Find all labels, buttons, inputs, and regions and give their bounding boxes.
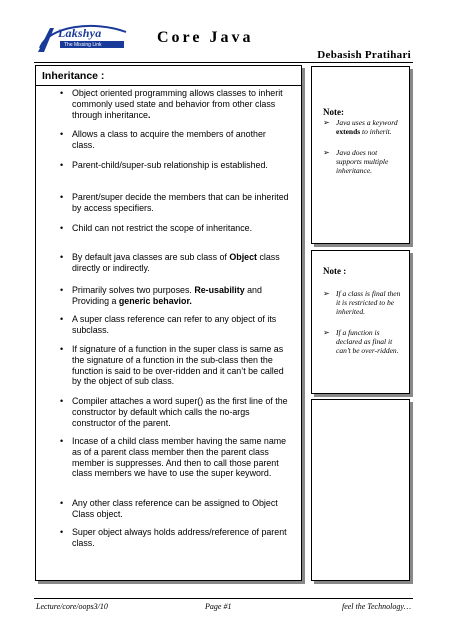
- bullet-bold-text: Object: [229, 252, 257, 262]
- note-item: [336, 148, 402, 176]
- bullet-text: Any other class reference can be assigned to Object Class object.: [72, 498, 278, 519]
- bullet-item: [72, 223, 290, 234]
- bullet-text: Child can not restrict the scope of inheritance.: [72, 223, 253, 233]
- bullet-text: Compiler attaches a word super() as the first line of the constructor by default which calls the no-args constructor of the parent.: [72, 396, 288, 428]
- bullet-item: [72, 252, 290, 274]
- section-heading: Inheritance :: [42, 70, 105, 82]
- note-box-2: [311, 250, 410, 394]
- bullet-text: By default java classes are sub class of: [72, 252, 230, 262]
- bullet-text: class directly or indirectly.: [72, 252, 280, 273]
- bullet-item: [72, 436, 290, 479]
- logo-text: Lakshya: [58, 26, 102, 40]
- note-item: [336, 289, 402, 317]
- bullet-text: Parent/super decide the members that can be inherited by access specifiers.: [72, 192, 289, 213]
- bullet-text: Primarily solves two purposes.: [72, 285, 195, 295]
- bullet-list: [36, 66, 301, 580]
- note-text: to inherit.: [360, 127, 392, 137]
- logo-tagline: The Missing Link: [64, 42, 102, 48]
- bullet-text: Super object always holds address/reference of parent class.: [72, 527, 287, 548]
- author-name: Debasish Pratihari: [317, 49, 411, 61]
- note-item: [336, 118, 402, 136]
- main-content-box: [35, 65, 302, 581]
- bullet-item: [72, 88, 290, 120]
- bullet-item: [72, 129, 290, 151]
- footer-divider: [34, 598, 413, 599]
- bullet-item: [72, 314, 290, 336]
- note-text: Java does not supports multiple inheritance.: [336, 148, 389, 176]
- header-divider: [34, 62, 413, 63]
- document-title: Core Java: [157, 29, 254, 46]
- footer-page-number: Page #1: [205, 602, 232, 611]
- note-keyword: extends: [336, 127, 361, 137]
- note-text: Java uses a keyword: [336, 118, 398, 127]
- brand-logo: [34, 22, 130, 54]
- bullet-text: If signature of a function in the super class is same as the signature of a function in the sub-class then the function is said to be over-ridden and it can’t be called by the object of sub class.: [72, 344, 284, 387]
- bullet-item: [72, 160, 290, 171]
- note-item: [336, 328, 402, 356]
- footer-tagline: feel the Technology…: [341, 602, 411, 611]
- note-heading: Note:: [323, 107, 344, 117]
- bullet-item: [72, 344, 290, 387]
- bullet-item: [72, 285, 290, 307]
- note-heading: Note :: [323, 266, 347, 276]
- bullet-item: [72, 192, 290, 214]
- bullet-bold-text: .: [147, 109, 151, 120]
- bullet-text: Allows a class to acquire the members of another class.: [72, 129, 266, 150]
- bullet-item: [72, 396, 290, 428]
- bullet-bold-text: generic behavior.: [118, 295, 192, 306]
- bullet-bold-text: Re-usability: [194, 285, 245, 295]
- note-box-1: [311, 66, 410, 244]
- bullet-text: Parent-child/super-sub relationship is established.: [72, 160, 268, 170]
- footer-lecture-ref: Lecture/core/oops3/10: [36, 602, 108, 611]
- bullet-item: [72, 527, 290, 549]
- bullet-text: Object oriented programming allows classes to inherit commonly used state and behavior from other class through inheritance: [72, 88, 283, 120]
- note-text: If a class is final then it is restricted to be inherited.: [336, 289, 401, 317]
- bullet-text: A super class reference can refer to any object of its subclass.: [72, 314, 277, 335]
- note-box-3: [311, 399, 410, 581]
- bullet-text: Incase of a child class member having the same name as of a parent class member then the parent class member is suppresses. And then to call those parent class members we have to use the super keyword.: [72, 436, 287, 479]
- note-text: If a function is declared as final it can’t be over-ridden.: [336, 328, 399, 356]
- bullet-text: and Providing a: [72, 285, 262, 306]
- bullet-item: [72, 498, 290, 520]
